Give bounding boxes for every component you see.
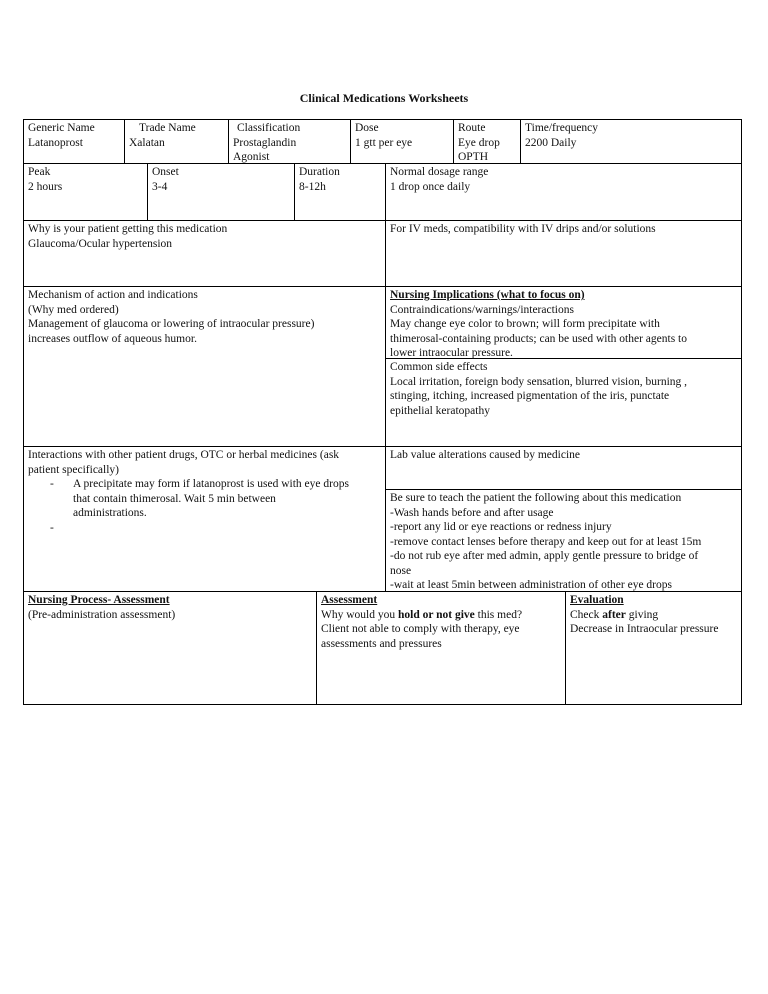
classification-cell <box>228 120 350 166</box>
nursing-process-title: Nursing Process- Assessment <box>28 594 170 606</box>
teach-line-2: -report any lid or eye reactions or redness injury <box>390 521 612 533</box>
contraindications-label: Contraindications/warnings/interactions <box>390 303 574 316</box>
nursing-process-label: (Pre-administration assessment) <box>28 608 176 621</box>
route-label: Route <box>458 122 486 134</box>
mechanism-value-1: Management of glaucoma or lowering of intraocular pressure) <box>28 318 315 330</box>
teach-line-1: -Wash hands before and after usage <box>390 506 554 519</box>
empty-bullet <box>28 521 380 536</box>
side-effects-line-1: Local irritation, foreign body sensation, blurred vision, burning , <box>390 375 688 388</box>
onset-label: Onset <box>152 166 179 178</box>
onset-cell <box>147 164 294 195</box>
normal-dosage-cell <box>385 164 742 195</box>
route-value-1: Eye drop <box>458 136 500 149</box>
teach-patient-cell <box>385 490 742 594</box>
interaction-bullet-line-3: administrations. <box>73 507 147 519</box>
side-effects-line-2: stinging, itching, increased pigmentation of the iris, punctate <box>390 390 670 402</box>
assessment-title: Assessment <box>321 594 378 606</box>
iv-compatibility-label: For IV meds, compatibility with IV drips and/or solutions <box>390 223 656 235</box>
route-cell <box>453 120 520 166</box>
interactions-label-1: Interactions with other patient drugs, OTC or herbal medicines (ask <box>28 449 340 461</box>
peak-cell <box>23 164 147 195</box>
page-title: Clinical Medications Worksheets <box>299 91 469 105</box>
classification-value-1: Prostaglandin <box>233 136 297 149</box>
dose-label: Dose <box>355 122 379 134</box>
why-medication-value: Glaucoma/Ocular hypertension <box>28 237 173 250</box>
mechanism-value-2: increases outflow of aqueous humor. <box>28 332 197 345</box>
interaction-bullet-line-1: A precipitate may form if latanoprost is used with eye drops <box>73 478 349 490</box>
assessment-line-2: assessments and pressures <box>321 637 442 650</box>
duration-cell <box>294 164 385 195</box>
trade-name-value: Xalatan <box>129 136 165 149</box>
route-value-2: OPTH <box>458 151 489 163</box>
peak-label: Peak <box>28 166 51 178</box>
generic-name-cell <box>23 120 124 151</box>
teach-label: Be sure to teach the patient the following about this medication <box>390 492 682 504</box>
nursing-line-2: thimerosal-containing products; can be used with other agents to <box>390 332 688 345</box>
assessment-cell <box>316 592 565 652</box>
why-medication-label: Why is your patient getting this medication <box>28 223 228 235</box>
lab-value-cell <box>385 447 742 464</box>
interaction-bullet <box>28 477 380 521</box>
teach-line-5: nose <box>390 564 412 577</box>
bullet-dash: - <box>50 478 54 490</box>
side-effects-cell <box>385 359 742 419</box>
trade-name-label: Trade Name <box>139 122 196 134</box>
classification-label: Classification <box>237 122 301 134</box>
teach-line-3: -remove contact lenses before therapy and keep out for at least 15m <box>390 535 702 548</box>
why-medication-cell <box>23 221 385 252</box>
nursing-line-1: May change eye color to brown; will form precipitate with <box>390 318 660 330</box>
nursing-line-3: lower intraocular pressure. <box>390 347 513 359</box>
nursing-process-cell <box>23 592 316 623</box>
assessment-line-1: Client not able to comply with therapy, eye <box>321 623 520 635</box>
evaluation-title: Evaluation <box>570 594 624 606</box>
normal-dosage-value: 1 drop once daily <box>390 180 471 193</box>
interactions-cell <box>23 447 385 536</box>
duration-label: Duration <box>299 166 340 178</box>
normal-dosage-label: Normal dosage range <box>390 166 489 178</box>
lab-value-label: Lab value alterations caused by medicine <box>390 449 580 461</box>
classification-value-2: Agonist <box>233 151 270 163</box>
bullet-dash-2: - <box>50 521 54 534</box>
nursing-implications-title: Nursing Implications (what to focus on) <box>390 289 585 301</box>
generic-name-value: Latanoprost <box>28 136 83 149</box>
time-frequency-cell <box>520 120 742 151</box>
evaluation-line: Decrease in Intraocular pressure <box>570 623 719 635</box>
time-frequency-value: 2200 Daily <box>525 136 577 149</box>
iv-compatibility-cell <box>385 221 742 238</box>
teach-line-6: -wait at least 5min between administration of other eye drops <box>390 579 672 591</box>
teach-line-4: -do not rub eye after med admin, apply gentle pressure to bridge of <box>390 550 699 562</box>
duration-value: 8-12h <box>299 180 326 193</box>
mechanism-label-2: (Why med ordered) <box>28 303 119 316</box>
peak-value: 2 hours <box>28 180 63 193</box>
interaction-bullet-line-2: that contain thimerosal. Wait 5 min between <box>73 492 276 505</box>
side-effects-line-3: epithelial keratopathy <box>390 404 490 417</box>
evaluation-cell <box>565 592 742 638</box>
trade-name-cell <box>124 120 228 151</box>
generic-name-label: Generic Name <box>28 122 95 134</box>
side-effects-label: Common side effects <box>390 361 488 373</box>
mechanism-label-1: Mechanism of action and indications <box>28 289 198 301</box>
mechanism-cell <box>23 287 385 347</box>
evaluation-check: Check after giving <box>570 608 659 621</box>
onset-value: 3-4 <box>152 180 168 193</box>
nursing-implications-cell <box>385 287 742 362</box>
dose-value: 1 gtt per eye <box>355 136 413 149</box>
interactions-label-2: patient specifically) <box>28 463 120 476</box>
assessment-question: Why would you hold or not give this med? <box>321 608 523 621</box>
dose-cell <box>350 120 453 151</box>
time-frequency-label: Time/frequency <box>525 122 599 134</box>
